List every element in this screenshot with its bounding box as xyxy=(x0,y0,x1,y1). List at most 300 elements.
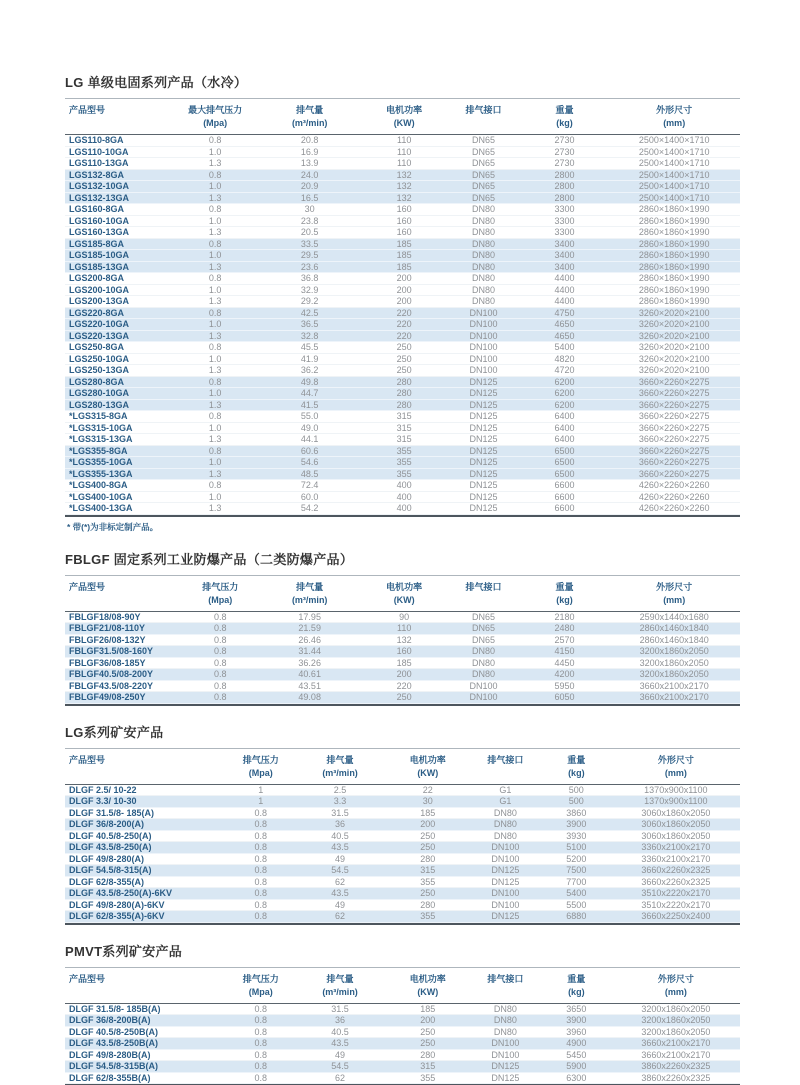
value-cell: 54.5 xyxy=(295,865,386,877)
table-row xyxy=(65,296,740,308)
value-cell: 2860×1860×1990 xyxy=(608,262,740,274)
value-cell: 0.8 xyxy=(227,911,295,924)
value-cell: DN125 xyxy=(446,388,520,400)
value-cell: 5400 xyxy=(521,342,609,354)
value-cell: 3860x2260x2325 xyxy=(612,1073,740,1085)
value-cell: DN100 xyxy=(446,308,520,320)
value-cell: 4450 xyxy=(521,658,609,670)
table-row xyxy=(65,423,740,435)
value-cell: DN125 xyxy=(446,434,520,446)
value-cell: DN65 xyxy=(446,623,520,635)
value-cell: 200 xyxy=(362,669,446,681)
value-cell: 3200x1860x2050 xyxy=(612,1027,740,1039)
column-header xyxy=(386,967,470,1003)
column-header xyxy=(257,99,362,135)
value-cell: DN125 xyxy=(470,877,541,889)
model-cell: FBLGF21/08-110Y xyxy=(65,623,183,635)
value-cell: 40.5 xyxy=(295,1027,386,1039)
value-cell: DN80 xyxy=(446,273,520,285)
value-cell: DN125 xyxy=(470,911,541,924)
value-cell: 44.1 xyxy=(257,434,362,446)
value-cell: 6500 xyxy=(521,446,609,458)
value-cell: 1 xyxy=(227,784,295,796)
value-cell: 3660×2260×2275 xyxy=(608,457,740,469)
value-cell: 3260×2020×2100 xyxy=(608,319,740,331)
value-cell: 3510x2220x2170 xyxy=(612,888,740,900)
column-header-unit: (m³/min) xyxy=(291,594,328,605)
model-cell: *LGS315-8GA xyxy=(65,411,173,423)
value-cell: 132 xyxy=(362,181,446,193)
product-table-section-4 xyxy=(65,941,740,1085)
column-header-label: 排气接口 xyxy=(487,973,524,984)
table-row xyxy=(65,400,740,412)
value-cell: 13.9 xyxy=(257,158,362,170)
column-header-label: 外形尺寸 xyxy=(657,754,694,765)
value-cell: 0.8 xyxy=(183,646,257,658)
table-row xyxy=(65,227,740,239)
model-cell: DLGF 43.5/8-250(A)-6KV xyxy=(65,888,227,900)
value-cell: DN80 xyxy=(470,819,541,831)
value-cell: DN80 xyxy=(470,808,541,820)
value-cell: DN80 xyxy=(446,658,520,670)
column-header-unit: (KW) xyxy=(417,986,439,997)
model-cell: LGS110-8GA xyxy=(65,135,173,147)
value-cell: 0.8 xyxy=(227,1073,295,1085)
value-cell: 220 xyxy=(362,319,446,331)
column-header-label: 重量 xyxy=(567,754,586,765)
column-header-unit: (Mpa) xyxy=(208,594,233,605)
value-cell: G1 xyxy=(470,796,541,808)
column-header xyxy=(446,99,520,135)
value-cell: 2500×1400×1710 xyxy=(608,147,740,159)
model-cell: DLGF 40.5/8-250B(A) xyxy=(65,1027,227,1039)
value-cell: 0.8 xyxy=(227,1027,295,1039)
value-cell: 0.8 xyxy=(173,411,257,423)
model-cell: DLGF 43.5/8-250B(A) xyxy=(65,1038,227,1050)
value-cell: 185 xyxy=(362,250,446,262)
table-row xyxy=(65,1038,740,1050)
value-cell: 220 xyxy=(362,331,446,343)
header-row xyxy=(65,748,740,784)
value-cell: 3660×2260×2275 xyxy=(608,469,740,481)
value-cell: 49.8 xyxy=(257,377,362,389)
value-cell: 250 xyxy=(362,692,446,705)
value-cell: 0.8 xyxy=(173,377,257,389)
column-header-unit: (m³/min) xyxy=(291,118,328,128)
column-header-label: 电机功率 xyxy=(409,754,446,765)
value-cell: 1.3 xyxy=(173,331,257,343)
value-cell: 3.3 xyxy=(295,796,386,808)
value-cell: 1.3 xyxy=(173,434,257,446)
table-row xyxy=(65,446,740,458)
value-cell: 0.8 xyxy=(173,273,257,285)
model-cell: *LGS400-10GA xyxy=(65,492,173,504)
model-cell: FBLGF40.5/08-200Y xyxy=(65,669,183,681)
value-cell: DN65 xyxy=(446,135,520,147)
value-cell: 185 xyxy=(386,1003,470,1015)
value-cell: 29.2 xyxy=(257,296,362,308)
value-cell: 3200x1860x2050 xyxy=(612,1015,740,1027)
value-cell: 2730 xyxy=(521,147,609,159)
value-cell: 3060x1860x2050 xyxy=(612,808,740,820)
value-cell: 2500×1400×1710 xyxy=(608,135,740,147)
value-cell: 32.8 xyxy=(257,331,362,343)
value-cell: 3260×2020×2100 xyxy=(608,331,740,343)
column-header-unit: (m³/min) xyxy=(322,767,358,778)
column-header-label: 重量 xyxy=(567,973,586,984)
value-cell: 220 xyxy=(362,308,446,320)
value-cell: 0.8 xyxy=(173,480,257,492)
value-cell: DN100 xyxy=(470,1050,541,1062)
value-cell: 3400 xyxy=(521,239,609,251)
column-header-label: 外形尺寸 xyxy=(656,105,693,115)
model-cell: DLGF 2.5/ 10-22 xyxy=(65,784,227,796)
column-header-label: 排气量 xyxy=(326,973,354,984)
model-cell: DLGF 62/8-355(A)-6KV xyxy=(65,911,227,924)
value-cell: DN125 xyxy=(446,411,520,423)
value-cell: 3300 xyxy=(521,216,609,228)
value-cell: 2180 xyxy=(521,611,609,623)
column-header xyxy=(608,99,740,135)
value-cell: 250 xyxy=(386,842,470,854)
column-header xyxy=(65,575,183,611)
model-cell: LGS185-8GA xyxy=(65,239,173,251)
table-row xyxy=(65,492,740,504)
product-table-section-1 xyxy=(65,72,740,533)
value-cell: 5400 xyxy=(541,888,612,900)
model-cell: LGS250-10GA xyxy=(65,354,173,366)
value-cell: 62 xyxy=(295,877,386,889)
value-cell: DN65 xyxy=(446,193,520,205)
table-row xyxy=(65,319,740,331)
table-row xyxy=(65,411,740,423)
table-row xyxy=(65,669,740,681)
value-cell: 0.8 xyxy=(183,681,257,693)
column-header xyxy=(362,99,446,135)
column-header xyxy=(65,967,227,1003)
value-cell: 49 xyxy=(295,1050,386,1062)
value-cell: 250 xyxy=(386,1027,470,1039)
model-cell: FBLGF31.5/08-160Y xyxy=(65,646,183,658)
value-cell: DN65 xyxy=(446,181,520,193)
value-cell: 3960 xyxy=(541,1027,612,1039)
column-header-unit: (kg) xyxy=(556,118,573,128)
value-cell: 4150 xyxy=(521,646,609,658)
value-cell: 1.3 xyxy=(173,469,257,481)
value-cell: 132 xyxy=(362,635,446,647)
value-cell: 2860×1860×1990 xyxy=(608,239,740,251)
value-cell: 1.0 xyxy=(173,354,257,366)
column-header-label: 电机功率 xyxy=(409,973,446,984)
value-cell: 7500 xyxy=(541,865,612,877)
value-cell: 0.8 xyxy=(183,692,257,705)
value-cell: DN100 xyxy=(446,692,520,705)
table-row xyxy=(65,658,740,670)
value-cell: 4400 xyxy=(521,296,609,308)
model-cell: LGS160-8GA xyxy=(65,204,173,216)
value-cell: 4720 xyxy=(521,365,609,377)
value-cell: 6200 xyxy=(521,388,609,400)
model-cell: *LGS355-13GA xyxy=(65,469,173,481)
table-row xyxy=(65,388,740,400)
value-cell: 220 xyxy=(362,681,446,693)
value-cell: 3660x2260x2325 xyxy=(612,877,740,889)
value-cell: 280 xyxy=(362,388,446,400)
value-cell: 3300 xyxy=(521,227,609,239)
column-header-label: 外形尺寸 xyxy=(657,973,694,984)
spec-table xyxy=(65,98,740,517)
model-cell: LGS250-8GA xyxy=(65,342,173,354)
value-cell: 3660×2260×2275 xyxy=(608,434,740,446)
value-cell: 36.2 xyxy=(257,365,362,377)
value-cell: 3660×2260×2275 xyxy=(608,446,740,458)
value-cell: 2860x1460x1840 xyxy=(608,635,740,647)
table-row xyxy=(65,1027,740,1039)
column-header-label: 排气压力 xyxy=(242,973,279,984)
table-title: LG系列矿安产品 xyxy=(65,724,164,740)
header-row xyxy=(65,575,740,611)
value-cell: 0.8 xyxy=(183,635,257,647)
value-cell: 2860x1460x1840 xyxy=(608,623,740,635)
value-cell: 200 xyxy=(386,1015,470,1027)
model-cell: LGS200-10GA xyxy=(65,285,173,297)
model-cell: DLGF 62/8-355(A) xyxy=(65,877,227,889)
model-cell: LGS200-13GA xyxy=(65,296,173,308)
value-cell: 3660×2260×2275 xyxy=(608,400,740,412)
column-header xyxy=(257,575,362,611)
value-cell: 3260×2020×2100 xyxy=(608,354,740,366)
model-cell: LGS220-13GA xyxy=(65,331,173,343)
value-cell: 0.8 xyxy=(227,865,295,877)
value-cell: 4400 xyxy=(521,273,609,285)
value-cell: 160 xyxy=(362,216,446,228)
table-row xyxy=(65,147,740,159)
value-cell: 17.95 xyxy=(257,611,362,623)
column-header xyxy=(65,99,173,135)
value-cell: 3660x2100x2170 xyxy=(612,1038,740,1050)
value-cell: 3360x2100x2170 xyxy=(612,854,740,866)
table-row xyxy=(65,434,740,446)
value-cell: 5900 xyxy=(541,1061,612,1073)
table-row xyxy=(65,262,740,274)
value-cell: 29.5 xyxy=(257,250,362,262)
value-cell: DN80 xyxy=(446,669,520,681)
value-cell: 1.3 xyxy=(173,158,257,170)
value-cell: 0.8 xyxy=(227,842,295,854)
value-cell: 32.9 xyxy=(257,285,362,297)
column-header xyxy=(386,748,470,784)
value-cell: 31.44 xyxy=(257,646,362,658)
table-row xyxy=(65,181,740,193)
value-cell: 2500×1400×1710 xyxy=(608,158,740,170)
value-cell: 2860×1860×1990 xyxy=(608,273,740,285)
value-cell: 49.0 xyxy=(257,423,362,435)
value-cell: 200 xyxy=(386,819,470,831)
value-cell: DN100 xyxy=(446,319,520,331)
value-cell: 6400 xyxy=(521,411,609,423)
table-footnote: * 带(*)为非标定制产品。 xyxy=(67,521,159,532)
column-header xyxy=(227,967,295,1003)
value-cell: 41.9 xyxy=(257,354,362,366)
value-cell: DN80 xyxy=(446,227,520,239)
value-cell: 185 xyxy=(362,658,446,670)
value-cell: 1370x900x1100 xyxy=(612,796,740,808)
value-cell: DN80 xyxy=(446,262,520,274)
value-cell: 1.0 xyxy=(173,147,257,159)
column-header-label: 排气量 xyxy=(296,105,324,115)
column-header-label: 排气接口 xyxy=(487,754,524,765)
value-cell: 355 xyxy=(386,911,470,924)
value-cell: 3900 xyxy=(541,1015,612,1027)
value-cell: 4260×2260×2260 xyxy=(608,503,740,516)
value-cell: 43.5 xyxy=(295,1038,386,1050)
value-cell: 4750 xyxy=(521,308,609,320)
value-cell: G1 xyxy=(470,784,541,796)
table-row xyxy=(65,135,740,147)
value-cell: 2570 xyxy=(521,635,609,647)
table-row xyxy=(65,692,740,705)
model-cell: DLGF 43.5/8-250(A) xyxy=(65,842,227,854)
value-cell: 1.3 xyxy=(173,193,257,205)
table-row xyxy=(65,611,740,623)
value-cell: 3660x2260x2325 xyxy=(612,865,740,877)
value-cell: 0.8 xyxy=(173,135,257,147)
model-cell: DLGF 40.5/8-250(A) xyxy=(65,831,227,843)
value-cell: 0.8 xyxy=(227,888,295,900)
value-cell: DN125 xyxy=(446,469,520,481)
value-cell: 3660×2260×2275 xyxy=(608,411,740,423)
column-header-unit: (mm) xyxy=(664,986,687,997)
value-cell: DN125 xyxy=(446,446,520,458)
value-cell: 200 xyxy=(362,285,446,297)
column-header-label: 排气量 xyxy=(326,754,354,765)
value-cell: DN80 xyxy=(446,296,520,308)
value-cell: 1.0 xyxy=(173,216,257,228)
value-cell: 21.59 xyxy=(257,623,362,635)
value-cell: 3260×2020×2100 xyxy=(608,365,740,377)
table-row xyxy=(65,457,740,469)
value-cell: 23.8 xyxy=(257,216,362,228)
value-cell: DN65 xyxy=(446,635,520,647)
column-header xyxy=(173,99,257,135)
table-row xyxy=(65,342,740,354)
value-cell: 5500 xyxy=(541,900,612,912)
column-header xyxy=(541,967,612,1003)
value-cell: 4260×2260×2260 xyxy=(608,480,740,492)
value-cell: DN125 xyxy=(446,400,520,412)
value-cell: DN80 xyxy=(470,831,541,843)
value-cell: 2860×1860×1990 xyxy=(608,296,740,308)
table-row xyxy=(65,1003,740,1015)
value-cell: 2860×1860×1990 xyxy=(608,285,740,297)
value-cell: 6600 xyxy=(521,480,609,492)
model-cell: LGS280-8GA xyxy=(65,377,173,389)
table-row xyxy=(65,308,740,320)
value-cell: 1.3 xyxy=(173,227,257,239)
model-cell: DLGF 31.5/8- 185B(A) xyxy=(65,1003,227,1015)
value-cell: 1.0 xyxy=(173,319,257,331)
value-cell: 110 xyxy=(362,135,446,147)
value-cell: 250 xyxy=(362,342,446,354)
table-row xyxy=(65,1061,740,1073)
value-cell: 6500 xyxy=(521,469,609,481)
spec-table xyxy=(65,575,740,706)
column-header-label: 重量 xyxy=(555,105,574,115)
table-row xyxy=(65,469,740,481)
column-header-unit: (KW) xyxy=(393,118,415,128)
table-row xyxy=(65,216,740,228)
table-row xyxy=(65,170,740,182)
table-row xyxy=(65,273,740,285)
table-row xyxy=(65,646,740,658)
model-cell: LGS160-10GA xyxy=(65,216,173,228)
value-cell: 1370x900x1100 xyxy=(612,784,740,796)
model-cell: LGS110-13GA xyxy=(65,158,173,170)
value-cell: 7700 xyxy=(541,877,612,889)
value-cell: 6300 xyxy=(541,1073,612,1085)
value-cell: DN100 xyxy=(446,331,520,343)
table-row xyxy=(65,285,740,297)
model-cell: DLGF 62/8-355B(A) xyxy=(65,1073,227,1085)
value-cell: 44.7 xyxy=(257,388,362,400)
value-cell: 1.0 xyxy=(173,423,257,435)
value-cell: 400 xyxy=(362,480,446,492)
value-cell: 30 xyxy=(386,796,470,808)
value-cell: 2500×1400×1710 xyxy=(608,170,740,182)
model-cell: DLGF 49/8-280B(A) xyxy=(65,1050,227,1062)
value-cell: 2800 xyxy=(521,181,609,193)
value-cell: 3200x1860x2050 xyxy=(612,1003,740,1015)
value-cell: 0.8 xyxy=(183,669,257,681)
value-cell: 22 xyxy=(386,784,470,796)
value-cell: DN125 xyxy=(446,492,520,504)
value-cell: DN100 xyxy=(446,342,520,354)
column-header-unit: (kg) xyxy=(568,986,585,997)
value-cell: 16.5 xyxy=(257,193,362,205)
value-cell: 160 xyxy=(362,204,446,216)
value-cell: 6880 xyxy=(541,911,612,924)
model-cell: LGS280-10GA xyxy=(65,388,173,400)
table-row xyxy=(65,635,740,647)
column-header-label: 电机功率 xyxy=(386,581,423,592)
column-header xyxy=(521,575,609,611)
value-cell: 0.8 xyxy=(173,239,257,251)
value-cell: 0.8 xyxy=(173,308,257,320)
column-header-unit: (mm) xyxy=(663,118,686,128)
table-row xyxy=(65,808,740,820)
value-cell: 3660×2260×2275 xyxy=(608,423,740,435)
value-cell: DN80 xyxy=(446,285,520,297)
model-cell: *LGS400-8GA xyxy=(65,480,173,492)
value-cell: 2860×1860×1990 xyxy=(608,216,740,228)
value-cell: 6500 xyxy=(521,457,609,469)
value-cell: DN100 xyxy=(470,900,541,912)
table-row xyxy=(65,796,740,808)
value-cell: 36.26 xyxy=(257,658,362,670)
value-cell: DN80 xyxy=(446,250,520,262)
column-header-unit: (m³/min) xyxy=(322,986,358,997)
value-cell: 60.0 xyxy=(257,492,362,504)
table-row xyxy=(65,842,740,854)
value-cell: 0.8 xyxy=(227,1015,295,1027)
value-cell: 355 xyxy=(362,469,446,481)
table-row xyxy=(65,681,740,693)
column-header xyxy=(470,748,541,784)
model-cell: LGS160-13GA xyxy=(65,227,173,239)
value-cell: 0.8 xyxy=(183,623,257,635)
model-cell: DLGF 49/8-280(A) xyxy=(65,854,227,866)
table-row xyxy=(65,854,740,866)
